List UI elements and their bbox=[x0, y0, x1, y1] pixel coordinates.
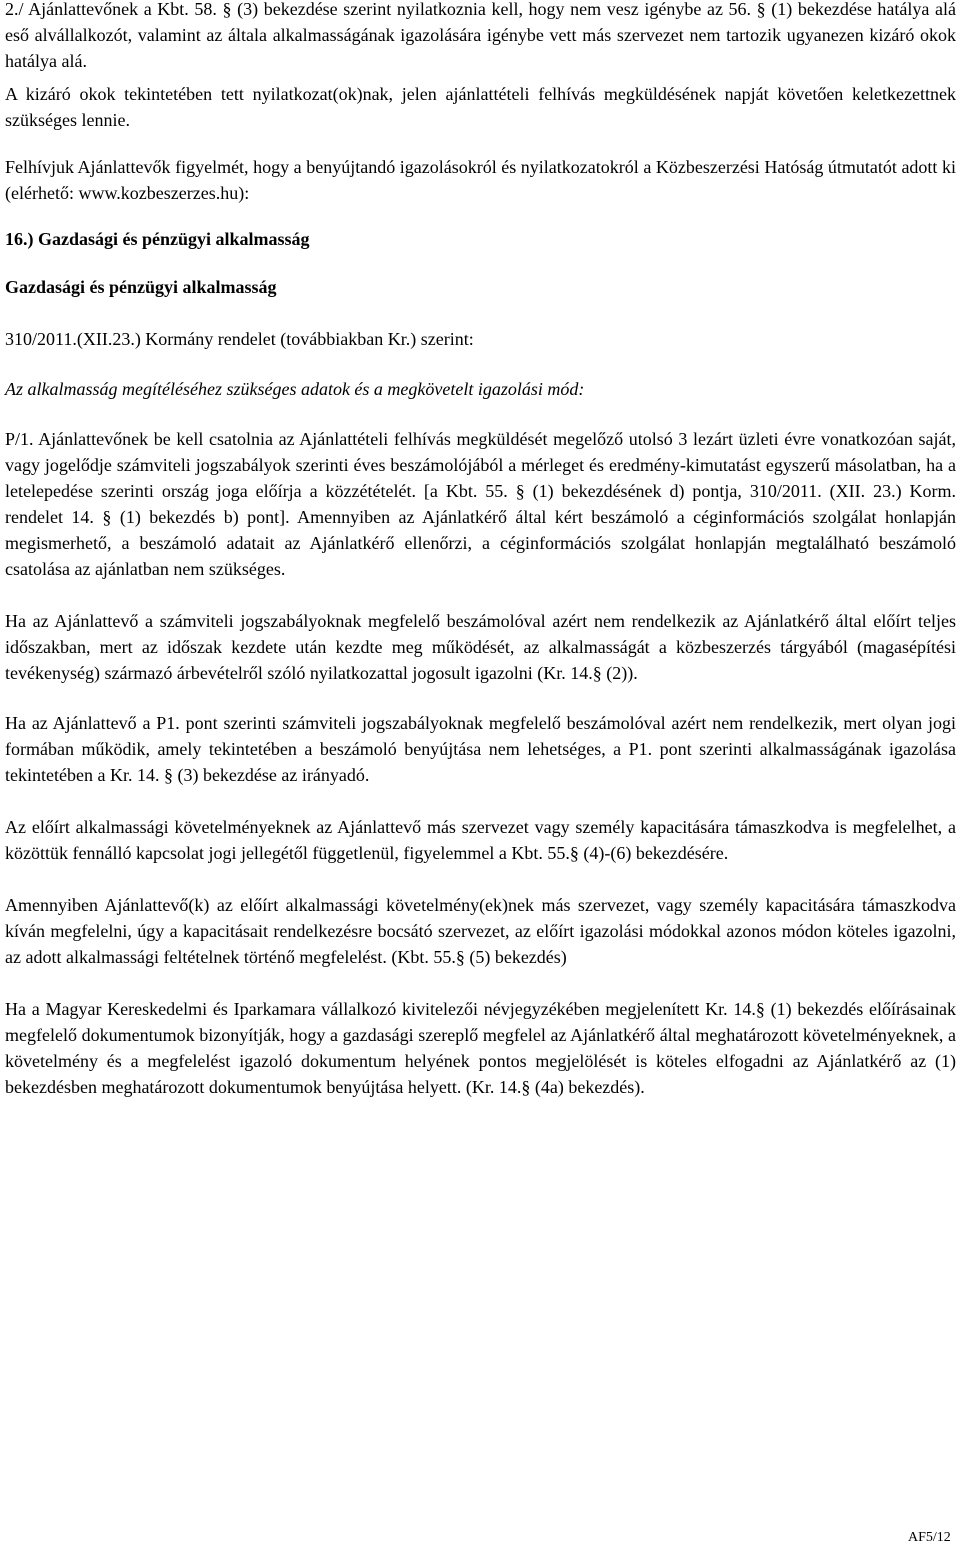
paragraph-p1-requirement: P/1. Ajánlattevőnek be kell csatolnia az Ajánlattételi felhívás megküldését megelőző utolsó 3 lezárt üzleti évre vonatkozóan saját, vagy jogelődje számviteli jogszabályok szerinti éves beszámolójából a mérleget és eredmény-kimutatást egyszerű másolatban, ha a letelepedése szerinti ország joga előírja a közzétételét. [a Kbt. 55. § (1) bekezdésének d) pontja, 310/2011. (XII. 23.) Korm. rendelet 14. § (1) bekezdés b) pont]. Amennyiben az Ajánlatkérő által kért beszámoló a céginformációs szolgálat honlapján megismerhető, a beszámoló adatait az Ajánlatkérő ellenőrzi, a céginformációs szolgálat honlapján megtalálható beszámoló csatolása az ajánlatban nem szükséges. bbox=[5, 429, 956, 579]
page-number: AF5/12 bbox=[908, 1530, 951, 1545]
document-page bbox=[5, 0, 956, 1100]
paragraph-capacity-proof: Amennyiben Ajánlattevő(k) az előírt alkalmassági követelmény(ek)nek más szervezet, vagy személy kapacitására támaszkodva kíván megfelelni, úgy a kapacitásait rendelkezésre bocsátó szervezet, az előírt igazolási módokkal azonos módon köteles igazolni, az adott alkalmassági feltételnek történő megfelelést. (Kbt. 55.§ (5) bekezdés) bbox=[5, 895, 956, 967]
section-heading: 16.) Gazdasági és pénzügyi alkalmasság bbox=[5, 229, 310, 249]
paragraph-chamber-register: Ha a Magyar Kereskedelmi és Iparkamara vállalkozó kivitelezői névjegyzékében megjelenített Kr. 14.§ (1) bekezdés előírásainak megfelelő dokumentumok bizonyítják, hogy a gazdasági szereplő megfelel az Ajánlatkérő által meghatározott követelményeknek, a követelmény és a megfelelést igazoló dokumentum helyének pontos megjelölését is köteles elfogadni az Ajánlatkérő az (1) bekezdésben meghatározott dokumentumok benyújtása helyett. (Kr. 14.§ (4a) bekezdés). bbox=[5, 999, 956, 1097]
paragraph-exclusion-timing: A kizáró okok tekintetében tett nyilatkozat(ok)nak, jelen ajánlattételi felhívás megküldésének napját követően keletkezettnek szükséges lennie. bbox=[5, 84, 956, 130]
paragraph-capacity-reliance: Az előírt alkalmassági követelményeknek az Ajánlattevő más szervezet vagy személy kapacitására támaszkodva is megfelelhet, a közöttük fennálló kapcsolat jogi jellegétől függetlenül, figyelemmel a Kbt. 55.§ (4)-(6) bekezdésére. bbox=[5, 817, 956, 863]
proof-mode-label: Az alkalmasság megítéléséhez szükséges adatok és a megkövetelt igazolási mód: bbox=[5, 379, 585, 399]
paragraph-legal-form: Ha az Ajánlattevő a P1. pont szerinti számviteli jogszabályoknak megfelelő beszámolóval azért nem rendelkezik, mert olyan jogi formában működik, amely tekintetében a beszámoló benyújtása nem lehetséges, a P1. pont szerinti alkalmasságának igazolása tekintetében a Kr. 14. § (3) bekezdése az irányadó. bbox=[5, 713, 956, 785]
paragraph-incomplete-period: Ha az Ajánlattevő a számviteli jogszabályoknak megfelelő beszámolóval azért nem rendelkezik az Ajánlatkérő által előírt teljes időszakban, mert az időszak kezdete után kezdte meg működését, az alkalmasságát a közbeszerzés tárgyából (magasépítési tevékenység) származó árbevételről szóló nyilatkozattal jogosult igazolni (Kr. 14.§ (2)). bbox=[5, 611, 956, 683]
regulation-reference: 310/2011.(XII.23.) Kormány rendelet (továbbiakban Kr.) szerint: bbox=[5, 329, 474, 349]
paragraph-authority-guidance: Felhívjuk Ajánlattevők figyelmét, hogy a benyújtandó igazolásokról és nyilatkozatokról a Közbeszerzési Hatóság útmutatót adott ki (elérhető: www.kozbeszerzes.hu): bbox=[5, 157, 956, 203]
subsection-heading: Gazdasági és pénzügyi alkalmasság bbox=[5, 277, 277, 297]
paragraph-exclusion-subcontractor: 2./ Ajánlattevőnek a Kbt. 58. § (3) bekezdése szerint nyilatkoznia kell, hogy nem vesz igénybe az 56. § (1) bekezdése hatálya alá eső alvállalkozót, valamint az általa alkalmasságának igazolására igénybe vett más szervezet nem tartozik ugyanezen kizáró okok hatálya alá. bbox=[5, 0, 956, 71]
